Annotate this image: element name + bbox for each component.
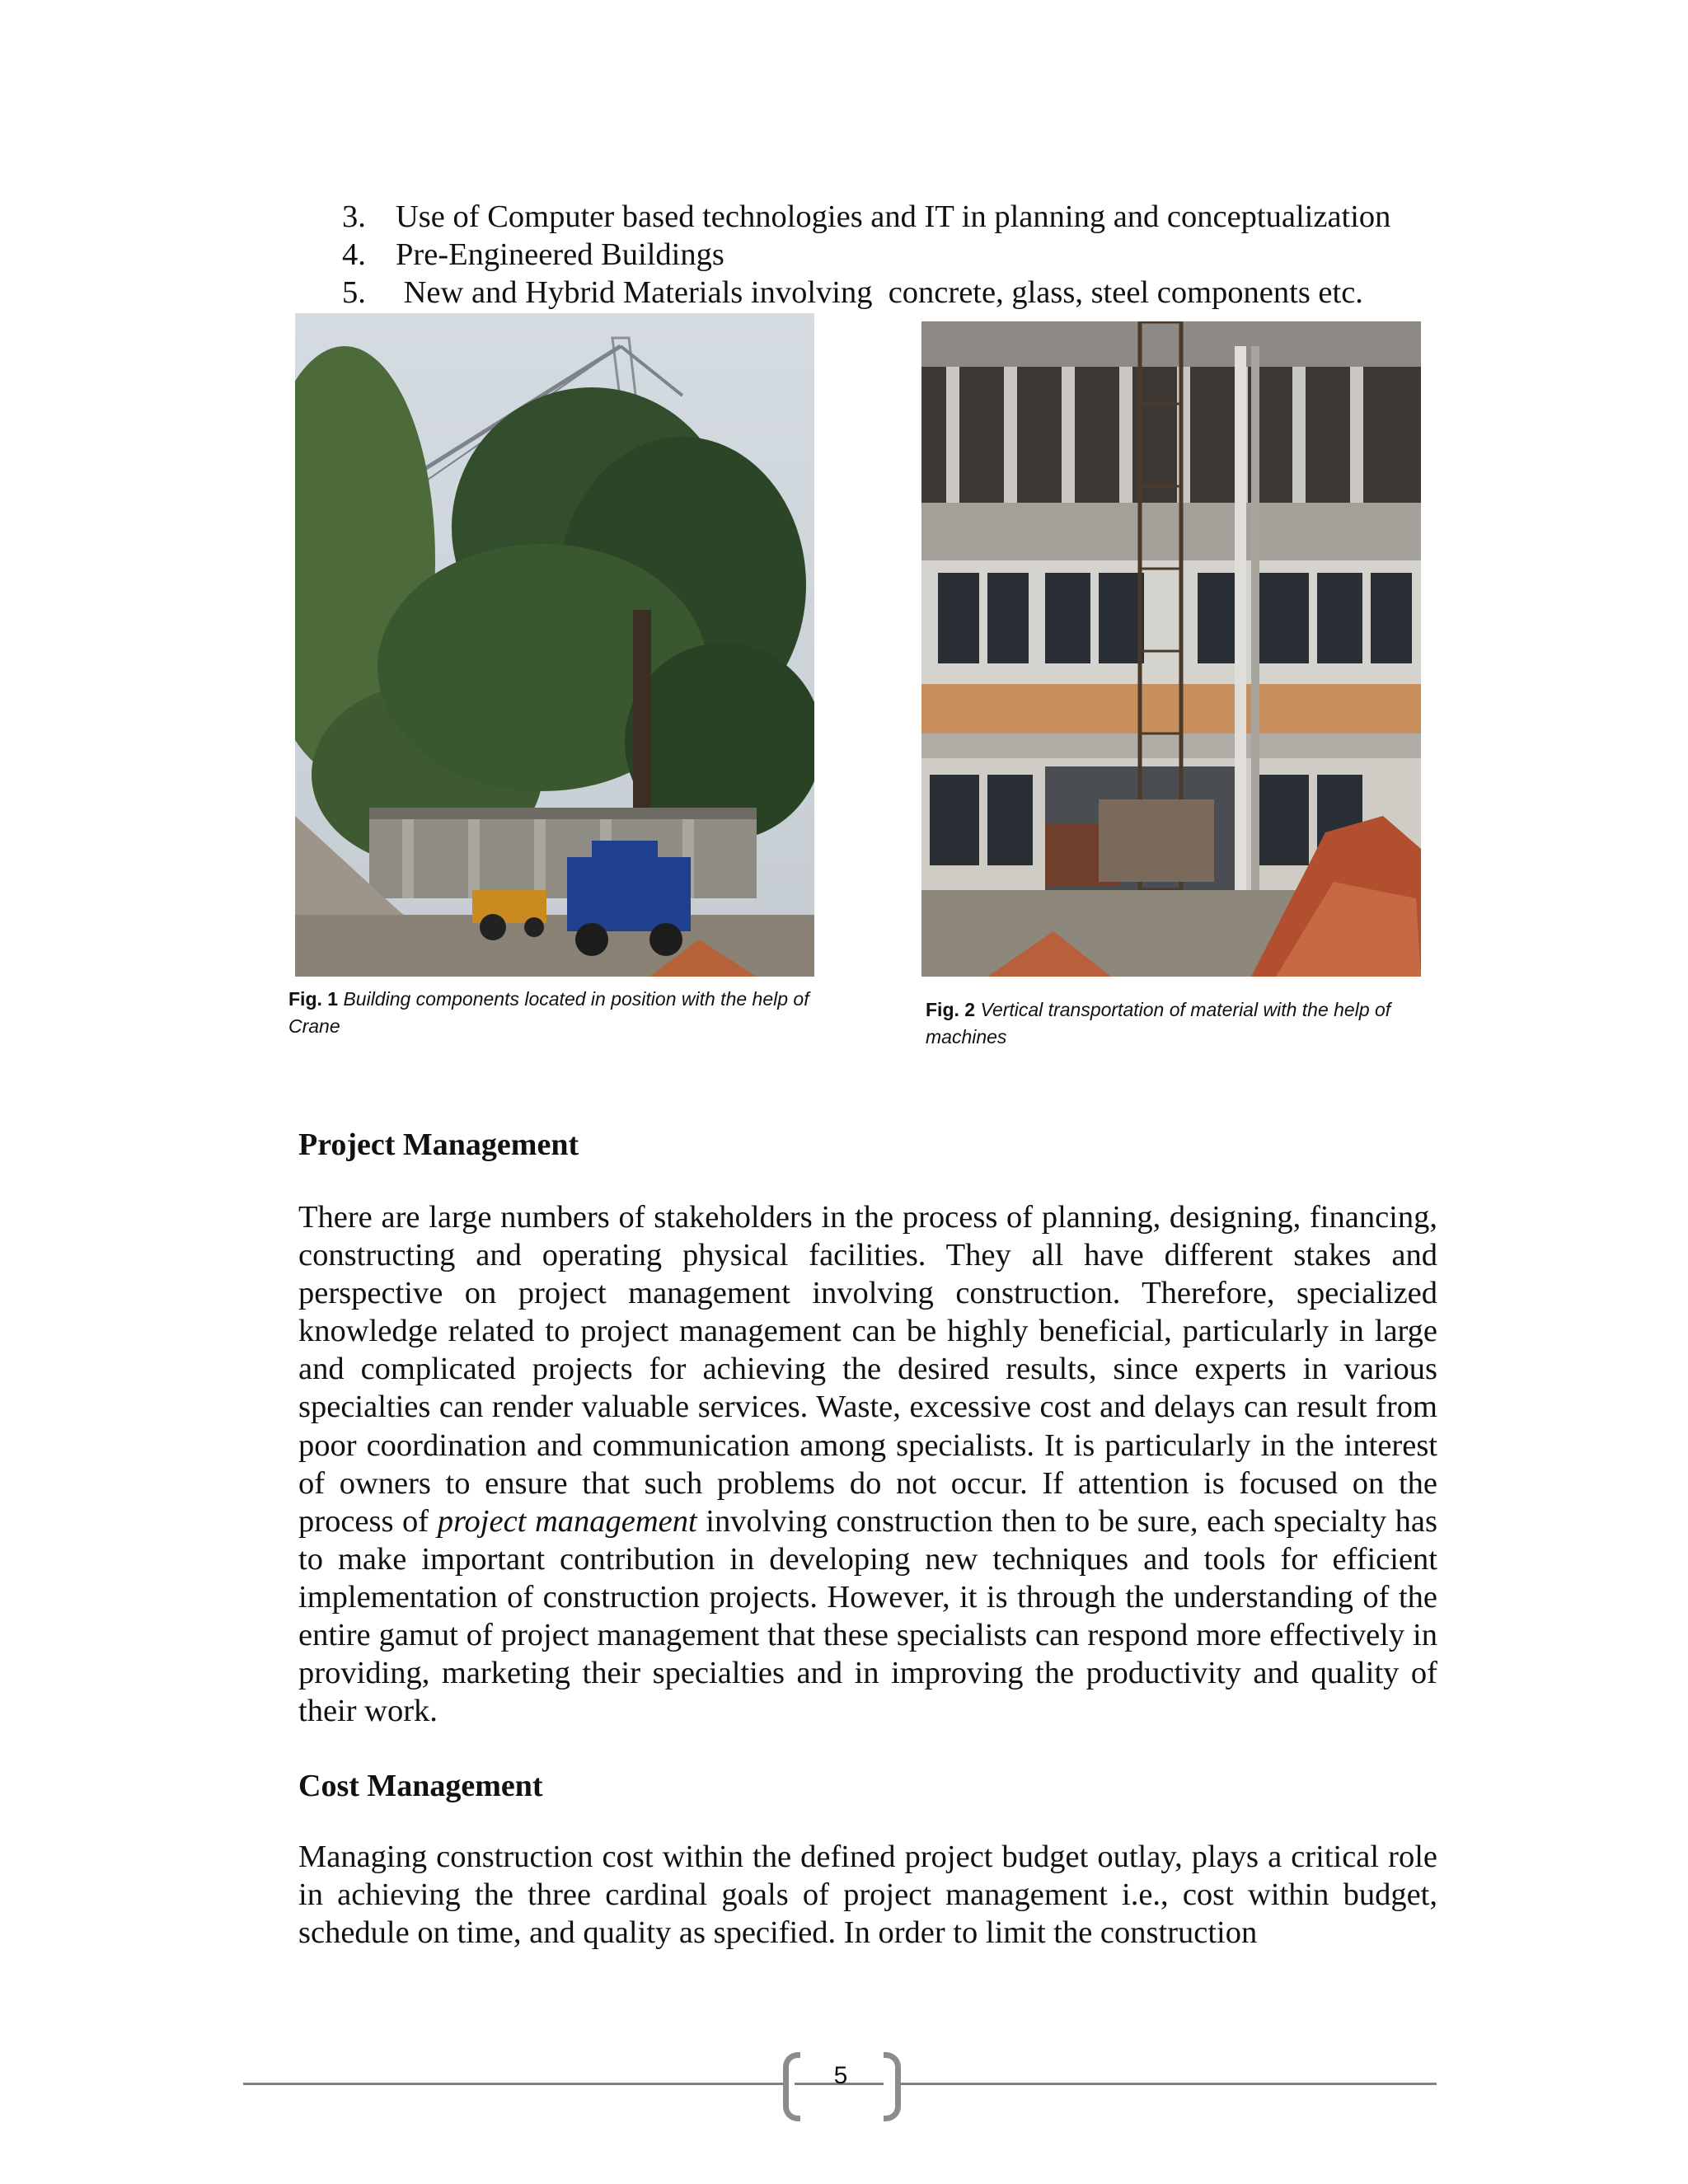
section-heading-project-management: Project Management [298, 1127, 579, 1162]
figure-2-caption-text: Vertical transportation of material with the help of machines [926, 999, 1391, 1047]
numbered-list [342, 198, 1447, 312]
figure-1-label: Fig. 1 [288, 988, 339, 1010]
paragraph-project-management: There are large numbers of stakeholders in the process of planning, designing, financing, constructing and operating physical facilities. They all have different stakes and perspective on project management involving construction. Therefore, specialized knowledge related to project management can be highly beneficial, particularly in large and complicated projects for achieving the desired results, since experts in various specialties can render valuable services. Waste, excessive cost and delays can result from poor coordination and communication among specialists. It is particularly in the interest of owners to ensure that such problems do not occur. If attention is focused on the process of project management involving construction then to be sure, each specialty has to make important contribution in developing new techniques and tools for efficient implementation of construction projects. However, it is through the understanding of the entire gamut of project management that these specialists can respond more effectively in providing, marketing their specialties and in improving the productivity and quality of their work. [298, 1200, 1437, 1729]
figure-1-crane-photo [295, 313, 814, 977]
figure-2-building-photo [921, 321, 1421, 977]
figure-1-caption [288, 986, 816, 1040]
list-item: 5. New and Hybrid Materials involving concrete, glass, steel components etc. [342, 275, 1363, 310]
list-item: 3. Use of Computer based technologies and IT in planning and conceptualization [342, 199, 1391, 234]
list-item: 4. Pre-Engineered Buildings [342, 237, 724, 272]
section-heading-cost-management: Cost Management [298, 1769, 543, 1803]
figure-1-caption-text: Building components located in position with the help of Crane [288, 988, 809, 1037]
page-number: 5 [833, 2062, 848, 2089]
paragraph-cost-management: Managing construction cost within the defined project budget outlay, plays a critical role in achieving the three cardinal goals of project management i.e., cost within budget, schedule on time, and quality as specified. In order to limit the construction [298, 1840, 1437, 1951]
footer-rule-right [901, 2083, 1437, 2085]
emphasis-project-management: project management [437, 1503, 697, 1539]
footer-bracket-right [884, 2052, 901, 2121]
figure-2-caption [926, 996, 1445, 1051]
figure-2-label: Fig. 2 [926, 999, 976, 1020]
footer-bracket-left [783, 2052, 800, 2121]
footer-rule-left [243, 2083, 783, 2085]
